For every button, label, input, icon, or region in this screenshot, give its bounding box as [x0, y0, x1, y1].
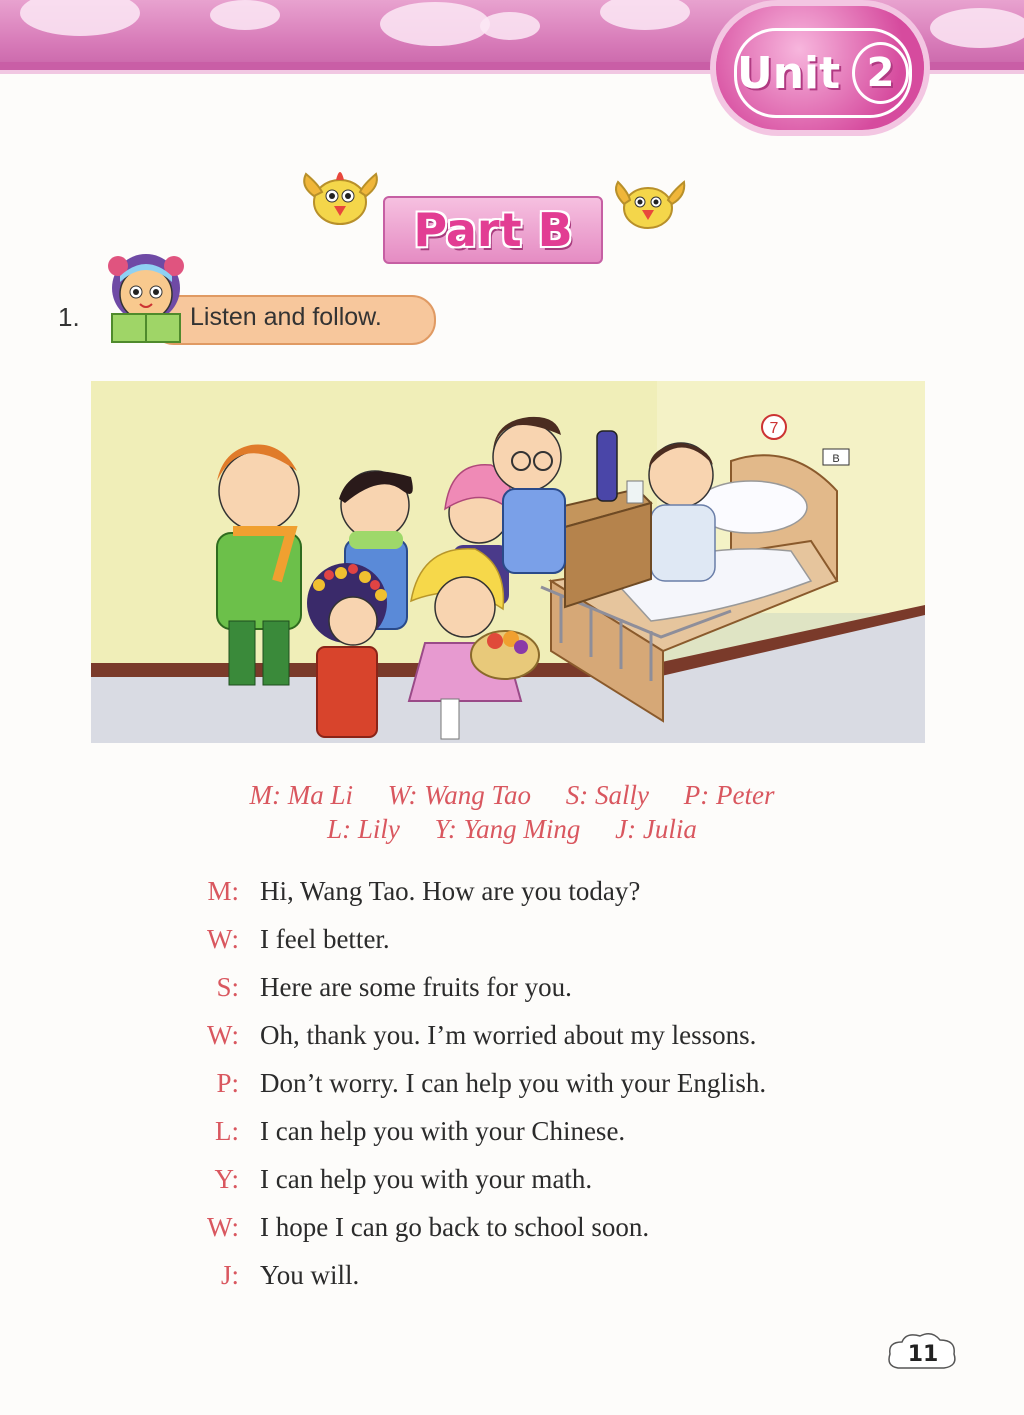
page-number: 11 [907, 1341, 939, 1367]
dialogue-line [0, 972, 1024, 1008]
dialogue-text: I feel better. [260, 924, 390, 954]
unit-badge [716, 6, 924, 130]
legend-item: W: Wang Tao [387, 780, 532, 810]
dialogue-text: I can help you with your Chinese. [260, 1116, 626, 1146]
dialogue-text: Don’t worry. I can help you with your English. [260, 1068, 767, 1098]
wall-sign-number: 7 [769, 420, 779, 437]
speaker-label: P: [216, 1068, 239, 1098]
unit-number: 2 [852, 42, 909, 104]
speaker-label: S: [216, 972, 239, 1002]
dialogue-text: I hope I can go back to school soon. [260, 1212, 650, 1242]
speaker-label: L: [215, 1116, 239, 1146]
instruction-text: Listen and follow. [190, 303, 382, 331]
bed-tag: B [832, 453, 840, 465]
hospital-room-illustration [91, 381, 925, 743]
dialogue-line [0, 1260, 1024, 1296]
speaker-label: J: [220, 1260, 239, 1290]
dialogue-line [0, 1020, 1024, 1056]
character-legend-row-2 [0, 814, 1024, 845]
legend-item: J: Julia [615, 814, 697, 844]
speaker-label: Y: [214, 1164, 239, 1194]
speaker-label: W: [207, 1020, 239, 1050]
character-legend-row-1 [0, 780, 1024, 811]
dialogue-line [0, 1068, 1024, 1104]
child-glasses-boy [493, 417, 565, 573]
child-ethnic-hat [307, 563, 387, 737]
dialogue-text: Here are some fruits for you. [260, 972, 572, 1002]
dialogue-text: You will. [260, 1260, 360, 1290]
dialogue-line [0, 1212, 1024, 1248]
legend-item: P: Peter [683, 780, 775, 810]
legend-item: Y: Yang Ming [434, 814, 581, 844]
dialogue-line [0, 1116, 1024, 1152]
bird-left-icon [300, 160, 382, 232]
dialogue-text: Oh, thank you. I’m worried about my lessons. [260, 1020, 757, 1050]
speaker-label: W: [207, 924, 239, 954]
part-title: Part B [383, 196, 603, 264]
legend-item: S: Sally [565, 780, 650, 810]
unit-label: Unit [737, 47, 841, 99]
speaker-label: W: [207, 1212, 239, 1242]
dialogue-line [0, 876, 1024, 912]
dialogue-text: I can help you with your math. [260, 1164, 593, 1194]
dialogue-text: Hi, Wang Tao. How are you today? [260, 876, 641, 906]
speaker-label: M: [207, 876, 239, 906]
mascot-reading-icon [96, 248, 196, 348]
legend-item: L: Lily [327, 814, 400, 844]
dialogue-line [0, 1164, 1024, 1200]
dialogue-line [0, 924, 1024, 960]
activity-number: 1. [58, 302, 80, 332]
bird-right-icon [606, 170, 688, 236]
legend-item: M: Ma Li [249, 780, 354, 810]
